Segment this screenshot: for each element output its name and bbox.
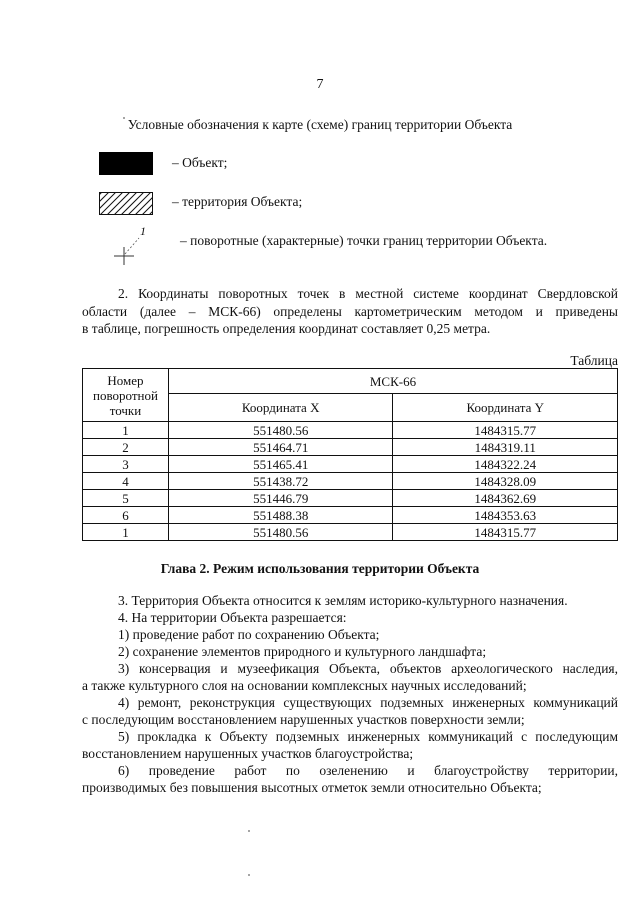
- chapter-title: Глава 2. Режим использования территории Объекта: [160, 561, 480, 576]
- body-line: 4) ремонт, реконструкция существующих подземных инженерных коммуникаций: [118, 695, 618, 710]
- header-coordinate-system: МСК-66: [168, 369, 617, 394]
- cell-coordinate-y: 1484315.77: [393, 524, 618, 541]
- paragraph-line: области (далее – МСК-66) определены картометрическим методом и приведены: [82, 303, 618, 319]
- turning-point-number: 1: [140, 224, 146, 238]
- cell-coordinate-x: 551480.56: [168, 422, 393, 439]
- header-coordinate-y: Координата Y: [393, 394, 618, 422]
- cell-coordinate-x: 551488.38: [168, 507, 393, 524]
- object-legend-label: – Объект;: [172, 155, 228, 170]
- table-row: [83, 456, 618, 473]
- header-point-line: Номер: [107, 372, 144, 388]
- scan-speck: [123, 117, 125, 119]
- cell-coordinate-x: 551438.72: [168, 473, 393, 490]
- header-point-line: точки: [109, 402, 142, 418]
- body-line: 4. На территории Объекта разрешается:: [118, 610, 347, 625]
- body-line: 2) сохранение элементов природного и культурного ландшафта;: [118, 644, 487, 659]
- territory-legend-label: – территория Объекта;: [172, 194, 303, 209]
- body-line: 6) проведение работ по озеленению и благоустройству территории,: [118, 763, 618, 778]
- cell-point-number: 6: [83, 507, 169, 524]
- cell-coordinate-y: 1484362.69: [393, 490, 618, 507]
- cell-coordinate-x: 551480.56: [168, 524, 393, 541]
- cell-point-number: 2: [83, 439, 169, 456]
- body-line: 1) проведение работ по сохранению Объекта;: [118, 627, 380, 642]
- scan-speck: [248, 830, 250, 832]
- turning-point-icon: [112, 226, 152, 266]
- table-row: [83, 473, 618, 490]
- legend-title: Условные обозначения к карте (схеме) границ территории Объекта: [127, 117, 513, 132]
- object-legend-swatch: [99, 152, 153, 175]
- cell-coordinate-x: 551464.71: [168, 439, 393, 456]
- coordinates-paragraph: [82, 285, 618, 338]
- territory-hatch-swatch: [99, 192, 153, 215]
- cell-coordinate-y: 1484319.11: [393, 439, 618, 456]
- cell-point-number: 5: [83, 490, 169, 507]
- paragraph-line: в таблице, погрешность определения координат составляет 0,25 метра.: [82, 321, 491, 336]
- page-number: 7: [316, 77, 324, 92]
- body-line: 3) консервация и музеефикация Объекта, объектов археологического наследия,: [118, 661, 618, 676]
- cell-coordinate-y: 1484328.09: [393, 473, 618, 490]
- table-caption: Таблица: [570, 353, 618, 368]
- table-row: [83, 422, 618, 439]
- cell-point-number: 1: [83, 422, 169, 439]
- table-row: [83, 524, 618, 541]
- cell-coordinate-y: 1484353.63: [393, 507, 618, 524]
- header-point-line: поворотной: [93, 387, 158, 403]
- cell-coordinate-y: 1484322.24: [393, 456, 618, 473]
- body-line: восстановлением нарушенных участков благоустройства;: [82, 746, 414, 761]
- paragraph-line: 2. Координаты поворотных точек в местной системе координат Свердловской: [118, 286, 618, 301]
- body-line: производимых без повышения высотных отметок земли относительно Объекта;: [82, 780, 542, 795]
- cell-coordinate-x: 551446.79: [168, 490, 393, 507]
- table-row: [83, 439, 618, 456]
- body-line: 5) прокладка к Объекту подземных инженерных коммуникаций с последующим: [118, 729, 618, 744]
- table-row: [83, 490, 618, 507]
- chapter-body: [82, 592, 618, 796]
- cell-coordinate-x: 551465.41: [168, 456, 393, 473]
- body-line: 3. Территория Объекта относится к землям историко-культурного назначения.: [118, 593, 568, 608]
- cell-point-number: 3: [83, 456, 169, 473]
- turning-points-legend-label: – поворотные (характерные) точки границ территории Объекта.: [180, 233, 548, 248]
- body-line: с последующим восстановлением нарушенных участков поверхности земли;: [82, 712, 525, 727]
- header-coordinate-x: Координата X: [168, 394, 393, 422]
- cell-point-number: 1: [83, 524, 169, 541]
- cell-point-number: 4: [83, 473, 169, 490]
- table-row: [83, 507, 618, 524]
- body-line: а также культурного слоя на основании комплексных научных исследований;: [82, 678, 527, 693]
- header-point-number: [83, 369, 169, 422]
- scan-speck: [248, 874, 250, 876]
- coordinates-table: [82, 368, 618, 541]
- cell-coordinate-y: 1484315.77: [393, 422, 618, 439]
